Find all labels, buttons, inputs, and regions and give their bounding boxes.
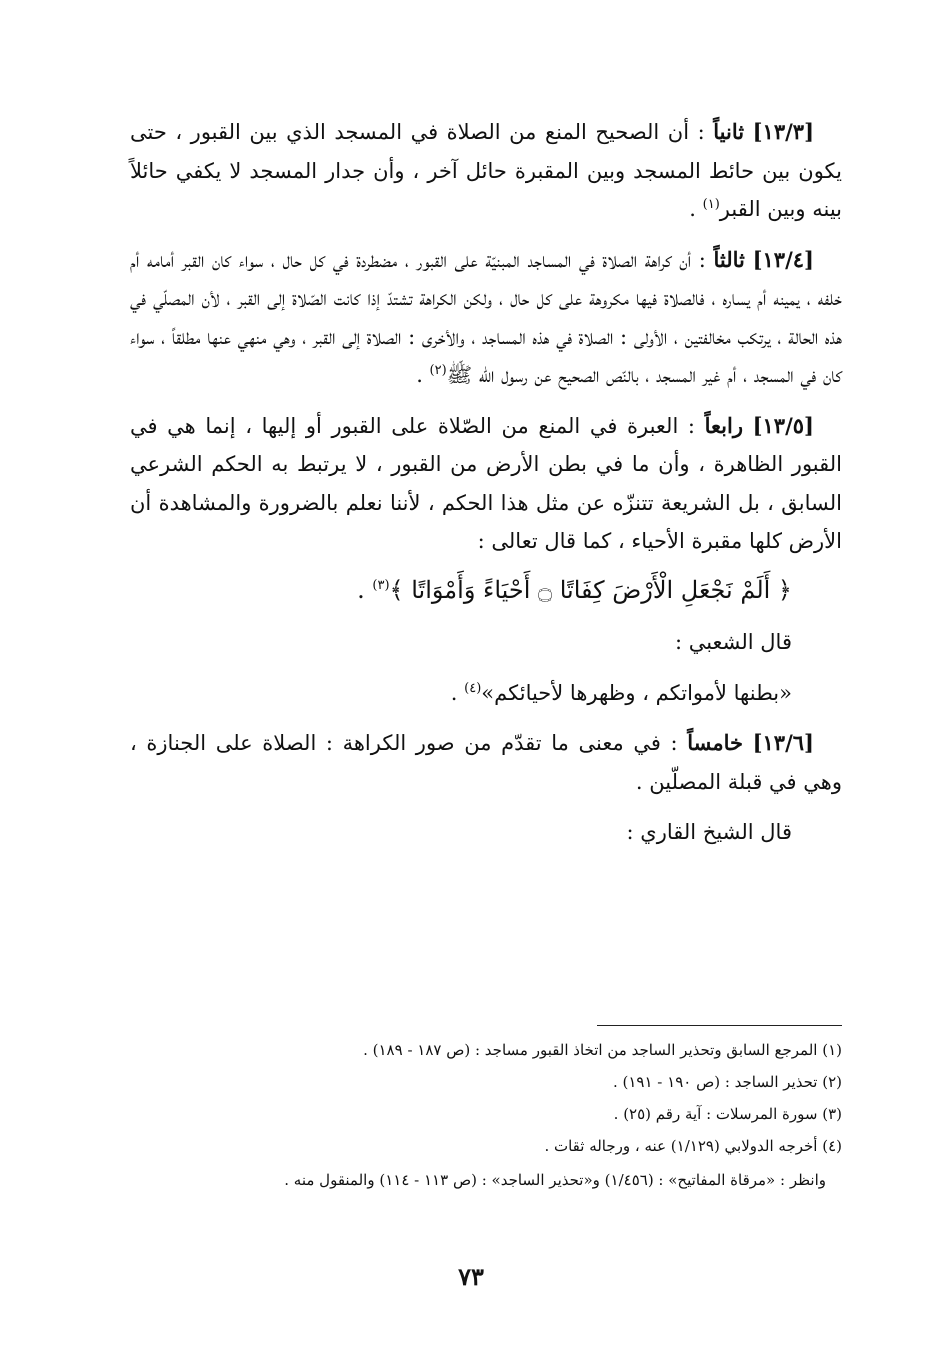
- footnote-divider: [597, 1025, 842, 1026]
- paragraph-text: : في معنى ما تقدّم من صور الكراهة : الصلاة على الجنازة ، وهي في قبلة المصلّين .: [130, 731, 842, 794]
- paragraph-ref: [١٣/٤]: [752, 246, 814, 272]
- paragraph-ref: [١٣/٦]: [752, 730, 814, 755]
- paragraph-text: : أن كراهة الصلاة في المساجد المبنيّة على القبور ، مضطردة في كل حال ، سواء كان القبر أمامه أم خلفه ، يمينه أم يساره ، فالصلاة فيها مكروهة على كل حال ، ولكن الكراهة تشتدّ إذا كانت الصّلاة إلى القبر ، لأن المصلّي في هذه الحالة ، يرتكب مخالفتين ، الأولى : الصلاة في هذه المساجد ، والأخرى : الصلاة إلى القبر ، وهي منهي عنها مطلقاً ، سواء كان في المسجد ، أم غير المسجد ، بالنّص الصحيح عن رسول الله ﷺ: [130, 247, 842, 387]
- quran-verse: [130, 571, 842, 610]
- footnote-4-continuation: وانظر : «مرقاة المفاتيح» : (١/٤٥٦) و«تحذير الساجد» : (ص ١١٣ - ١١٤) والمنقول منه .: [284, 1171, 826, 1189]
- footnote-marker: (١): [702, 197, 720, 212]
- footnote-marker: (٣): [372, 577, 390, 593]
- paragraph-label: خامساً: [687, 730, 743, 755]
- paragraph-ref: [١٣/٥]: [752, 412, 814, 438]
- quote: [130, 674, 842, 713]
- verse-text: ﴿ أَلَمْ نَجْعَلِ الْأَرْضَ كِفَاتًا ۝ أَحْيَاءً وَأَمْوَاتًا ﴾: [389, 575, 792, 604]
- paragraph-text: : العبرة في المنع من الصّلاة على القبور أو إليها ، إنما هي في القبور الظاهرة ، وأن ما في بطن الأرض من القبور ، لا يرتبط به الحكم الشرعي السابق ، بل الشريعة تتنزّه عن مثل هذا الحكم ، لأننا نعلم بالضرورة والمشاهدة أن الأرض كلها مقبرة الأحياء ، كما قال تعالى :: [130, 413, 842, 553]
- paragraph-ref: [١٣/٣]: [752, 119, 814, 144]
- quote-text: «بطنها لأمواتكم ، وظهرها لأحيائكم»: [481, 680, 792, 705]
- paragraph-2: [130, 241, 842, 395]
- paragraph-5: [130, 724, 842, 801]
- page-number: ٧٣: [458, 1262, 484, 1291]
- quote-end: .: [450, 680, 465, 705]
- footnote-marker: (٢): [429, 363, 447, 378]
- main-text: [130, 113, 842, 864]
- paragraph-label: ثانياً: [713, 119, 745, 144]
- paragraph-1: [130, 113, 842, 229]
- footnote-2: (٢) تحذير الساجد : (ص ١٩٠ - ١٩١) .: [612, 1073, 842, 1091]
- verse-end: .: [357, 575, 373, 604]
- paragraph-label: رابعاً: [704, 412, 743, 438]
- paragraph-text: : أن الصحيح المنع من الصلاة في المسجد الذي بين القبور ، حتى يكون بين حائط المسجد وبين المقبرة حائل آخر ، وأن جدار المسجد لا يكفي حائلاً بينه وبين القبر: [130, 120, 842, 221]
- paragraph-end: .: [689, 197, 703, 221]
- footnote-3: (٣) سورة المرسلات : آية رقم (٢٥) .: [613, 1105, 842, 1123]
- paragraph-end: .: [416, 363, 430, 387]
- footnote-1: (١) المرجع السابق وتحذير الساجد من اتخاذ القبور مساجد : (ص ١٨٧ - ١٨٩) .: [363, 1041, 842, 1059]
- paragraph-3: [130, 407, 842, 561]
- footnote-marker: (٤): [464, 680, 482, 696]
- footnote-4: (٤) أخرجه الدولابي (١/١٢٩) عنه ، ورجاله ثقات .: [544, 1137, 842, 1155]
- closing-line: قال الشيخ القاري :: [626, 820, 792, 844]
- paragraph-label: ثالثاً: [713, 246, 745, 272]
- footnotes: [130, 1034, 842, 1198]
- quote-intro: قال الشعبي :: [674, 630, 792, 654]
